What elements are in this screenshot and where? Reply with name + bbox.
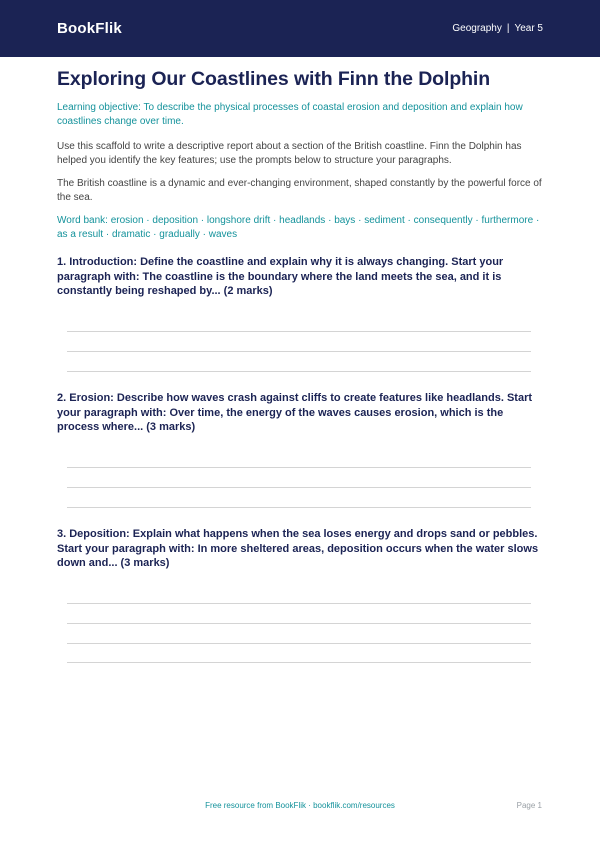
answer-line[interactable] bbox=[67, 623, 531, 624]
learning-objective: Learning objective: To describe the physical processes of coastal erosion and deposition and explain how coastlines change over time. bbox=[57, 102, 523, 127]
answer-line[interactable] bbox=[67, 603, 531, 604]
answer-line[interactable] bbox=[67, 467, 531, 468]
answer-line[interactable] bbox=[67, 507, 531, 508]
subject-label bbox=[452, 23, 543, 34]
answer-line[interactable] bbox=[67, 371, 531, 372]
answer-line[interactable] bbox=[67, 487, 531, 488]
page-footer bbox=[0, 801, 600, 815]
answer-line[interactable] bbox=[67, 351, 531, 352]
question-3: 3. Deposition: Explain what happens when the sea loses energy and drops sand or pebbles. Start your paragraph with: In more sheltered areas, deposition occurs when the water slows down and... (3 marks) bbox=[57, 528, 539, 569]
footer-source: Free resource from BookFlik · bookflik.com/resources bbox=[205, 801, 395, 810]
brand-logo: BookFlik bbox=[57, 20, 122, 37]
word-bank: Word bank: erosion · deposition · longshore drift · headlands · bays · sediment · consequently · furthermore · as a result · dramatic · gradually · waves bbox=[57, 215, 540, 240]
answer-line[interactable] bbox=[67, 331, 531, 332]
context-text: The British coastline is a dynamic and ever-changing environment, shaped constantly by the powerful force of the sea. bbox=[57, 178, 542, 203]
page-header bbox=[0, 0, 600, 57]
answer-line[interactable] bbox=[67, 643, 531, 644]
subject-separator: | bbox=[506, 23, 510, 34]
intro-text: Use this scaffold to write a descriptive report about a section of the British coastline. Finn the Dolphin has helped you identify the key features; use the prompts below to structure your paragraphs. bbox=[57, 141, 522, 166]
answer-line[interactable] bbox=[67, 662, 531, 663]
subject-name: Geography bbox=[452, 23, 502, 34]
page-title: Exploring Our Coastlines with Finn the Dolphin bbox=[57, 68, 491, 90]
worksheet-intro bbox=[57, 57, 544, 241]
page-number: Page 1 bbox=[516, 801, 542, 810]
question-1: 1. Introduction: Define the coastline and explain why it is always changing. Start your paragraph with: The coastline is the boundary where the land meets the sea, and it is constantly being reshaped by... (2 marks) bbox=[57, 256, 504, 297]
question-2: 2. Erosion: Describe how waves crash against cliffs to create features like headlands. Start your paragraph with: Over time, the energy of the waves causes erosion, which is the process where... (3 marks) bbox=[57, 392, 533, 433]
year-group: Year 5 bbox=[514, 23, 543, 34]
